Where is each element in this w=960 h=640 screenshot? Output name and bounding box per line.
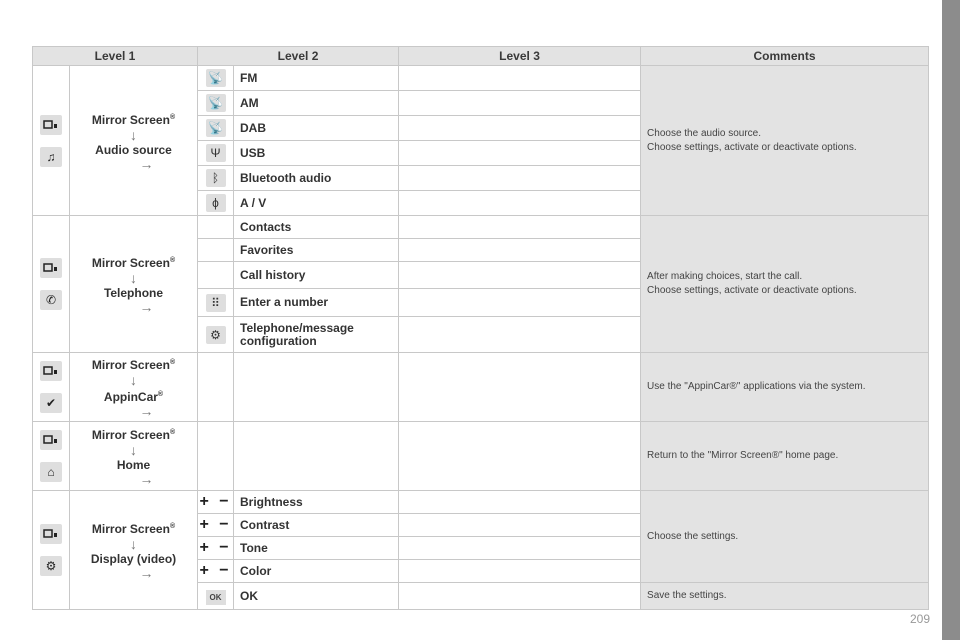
display-video-label: Display (video) [90, 552, 177, 566]
option-enter-number: Enter a number [234, 289, 399, 317]
home-comment: Return to the "Mirror Screen®" home page. [641, 422, 929, 491]
gear-icon: ⚙ [40, 556, 62, 576]
arrow-right-icon: → [139, 471, 154, 487]
header-level3: Level 3 [399, 47, 641, 66]
arrow-down-icon: ↓ [130, 442, 137, 458]
option-av: A / V [234, 191, 399, 216]
option-usb: USB [234, 141, 399, 166]
bluetooth-icon: ᛒ [206, 169, 226, 187]
mirror-screen-icon [40, 258, 62, 278]
arrow-right-icon: → [139, 403, 154, 419]
header-level1: Level 1 [33, 47, 198, 66]
mirror-screen-icon [40, 430, 62, 450]
telephone-label: Telephone [103, 286, 164, 300]
home-label: Home [116, 458, 151, 472]
option-color: Color [234, 560, 399, 583]
telephone-nav [70, 216, 198, 353]
plus-minus-icon: + − [198, 537, 234, 560]
appincar-icons-cell [33, 353, 70, 422]
display-comment: Choose the settings. [641, 491, 929, 583]
home-icons-cell [33, 422, 70, 491]
telephone-icons-cell [33, 216, 70, 353]
audio-nav [70, 66, 198, 216]
plus-minus-icon: + − [198, 514, 234, 537]
audio-comment: Choose the audio source. Choose settings, activate or deactivate options. [641, 66, 929, 216]
plus-minus-icon: + − [198, 560, 234, 583]
appincar-comment: Use the "AppinCar®" applications via the system. [641, 353, 929, 422]
arrow-right-icon: → [139, 155, 154, 172]
appincar-nav [70, 353, 198, 422]
display-save-comment: Save the settings. [641, 583, 929, 610]
mirror-screen-label: Mirror Screen® [91, 522, 176, 536]
option-favorites: Favorites [234, 239, 399, 262]
mirror-screen-label: Mirror Screen® [91, 358, 176, 372]
arrow-right-icon: → [139, 299, 154, 315]
header-comments: Comments [641, 47, 929, 66]
option-dab: DAB [234, 116, 399, 141]
option-tone: Tone [234, 537, 399, 560]
arrow-down-icon: ↓ [130, 126, 137, 143]
jack-icon: ϕ [206, 194, 226, 212]
checkmark-icon: ✔ [40, 393, 62, 413]
arrow-right-icon: → [139, 565, 154, 581]
audio-source-label: Audio source [95, 142, 172, 157]
page-number: 209 [909, 612, 930, 626]
mirror-screen-label: Mirror Screen® [91, 112, 176, 127]
mirror-screen-label: Mirror Screen® [91, 428, 176, 442]
appincar-label: AppinCar® [103, 390, 164, 404]
plus-minus-icon: + − [198, 491, 234, 514]
antenna-icon: 📡 [206, 119, 226, 137]
usb-icon: Ψ [206, 144, 226, 162]
option-contacts: Contacts [234, 216, 399, 239]
option-brightness: Brightness [234, 491, 399, 514]
option-call-history: Call history [234, 262, 399, 289]
mirror-screen-icon [40, 524, 62, 544]
telephone-comment: After making choices, start the call. Choose settings, activate or deactivate options. [641, 216, 929, 353]
keypad-icon: ⠿ [206, 294, 226, 312]
arrow-down-icon: ↓ [130, 536, 137, 552]
option-ok: OK [234, 583, 399, 610]
option-telephone-config: Telephone/message configuration [234, 317, 399, 353]
home-nav [70, 422, 198, 491]
mirror-screen-label: Mirror Screen® [91, 256, 176, 270]
option-am: AM [234, 91, 399, 116]
antenna-icon: 📡 [206, 94, 226, 112]
ok-badge-icon: OK [206, 590, 226, 605]
phone-icon: ✆ [40, 290, 62, 310]
side-tab [942, 0, 960, 640]
audio-icons-cell [33, 66, 70, 216]
mirror-screen-icon [40, 115, 62, 135]
option-contrast: Contrast [234, 514, 399, 537]
antenna-icon: 📡 [206, 69, 226, 87]
mirror-screen-icon [40, 361, 62, 381]
music-note-icon: ♫ [40, 147, 62, 167]
arrow-down-icon: ↓ [130, 270, 137, 286]
display-nav [70, 491, 198, 610]
header-level2: Level 2 [198, 47, 399, 66]
display-icons-cell [33, 491, 70, 610]
menu-table [32, 46, 929, 610]
home-icon: ⌂ [40, 462, 62, 482]
arrow-down-icon: ↓ [130, 372, 137, 388]
option-bluetooth: Bluetooth audio [234, 166, 399, 191]
option-fm: FM [234, 66, 399, 91]
gear-icon: ⚙ [206, 326, 226, 344]
